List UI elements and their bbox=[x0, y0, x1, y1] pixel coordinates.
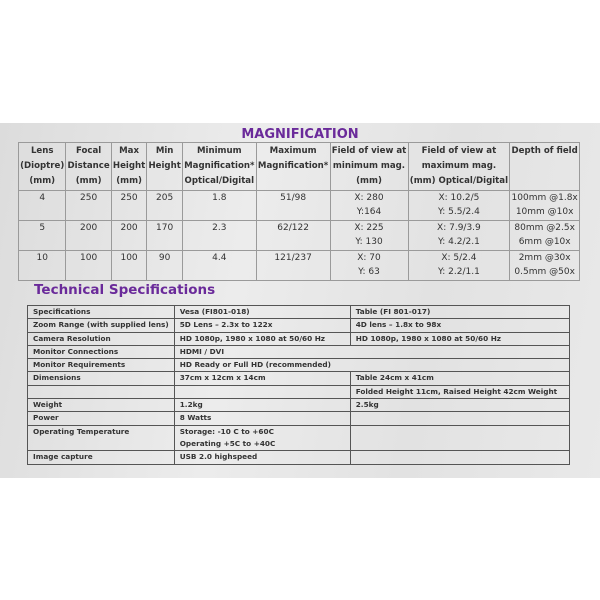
cell-line: 2mm @30x bbox=[518, 253, 571, 263]
cell-line: 10mm @10x bbox=[515, 206, 574, 217]
spec-cell bbox=[28, 438, 175, 451]
cell-line: X: 5/2.4 bbox=[441, 253, 477, 263]
table-cell: 170 bbox=[147, 221, 183, 251]
cell-line: 100mm @1.8x bbox=[511, 193, 578, 203]
spec-cell: HD 1080p, 1980 x 1080 at 50/60 Hz bbox=[350, 332, 569, 345]
table-cell: 100 bbox=[111, 251, 147, 281]
spec-row bbox=[28, 425, 570, 438]
cell-line: Y:164 bbox=[356, 206, 382, 217]
table-row bbox=[19, 221, 580, 251]
tech-specs-title: Technical Specifications bbox=[34, 282, 216, 298]
table-cell: 205 bbox=[147, 191, 183, 221]
header-line: Lens bbox=[30, 146, 54, 156]
spec-cell: USB 2.0 highspeed bbox=[174, 451, 350, 464]
table-cell: 10 bbox=[19, 251, 66, 281]
spec-cell: Zoom Range (with supplied lens) bbox=[28, 319, 175, 332]
spec-cell: Image capture bbox=[28, 451, 175, 464]
header-line: maximum mag. bbox=[421, 161, 497, 171]
spec-cell: HD Ready or Full HD (recommended) bbox=[174, 359, 350, 372]
magnification-title: MAGNIFICATION bbox=[241, 127, 359, 142]
spec-row bbox=[28, 438, 570, 451]
table-cell: 51/98 bbox=[256, 191, 330, 221]
column-header bbox=[408, 143, 510, 191]
column-header bbox=[510, 143, 580, 191]
table-cell: 90 bbox=[147, 251, 183, 281]
spec-cell: Storage: -10 C to +60C bbox=[174, 425, 350, 438]
spec-cell: HDMI / DVI bbox=[174, 345, 350, 358]
cell-line: Y: 130 bbox=[355, 236, 383, 247]
spec-cell: Dimensions bbox=[28, 372, 175, 385]
spec-cell: Monitor Connections bbox=[28, 345, 175, 358]
spec-row bbox=[28, 319, 570, 332]
table-cell bbox=[510, 251, 580, 281]
table-cell: 5 bbox=[19, 221, 66, 251]
spec-cell bbox=[350, 412, 569, 425]
spec-cell: 8 Watts bbox=[174, 412, 350, 425]
column-header bbox=[182, 143, 256, 191]
cell-line: X: 7.9/3.9 bbox=[437, 223, 481, 233]
table-cell bbox=[408, 221, 510, 251]
header-line: (mm) bbox=[116, 176, 142, 186]
spec-row bbox=[28, 306, 570, 319]
spec-row bbox=[28, 359, 570, 372]
cell-line: X: 10.2/5 bbox=[438, 193, 480, 203]
spec-row bbox=[28, 345, 570, 358]
column-header bbox=[111, 143, 147, 191]
table-row bbox=[19, 191, 580, 221]
table-cell bbox=[510, 191, 580, 221]
header-line: Focal bbox=[75, 146, 102, 156]
header-line: Max bbox=[119, 146, 140, 156]
header-line: (mm) bbox=[356, 176, 382, 186]
header-line: (Dioptre) bbox=[20, 161, 65, 171]
column-header bbox=[256, 143, 330, 191]
spec-cell bbox=[174, 385, 350, 398]
table-cell: 200 bbox=[111, 221, 147, 251]
header-line: (mm) bbox=[75, 176, 102, 186]
spec-cell: 5D Lens – 2.3x to 122x bbox=[174, 319, 350, 332]
spec-cell bbox=[350, 451, 569, 464]
cell-line: 0.5mm @50x bbox=[514, 266, 575, 277]
table-cell: 4.4 bbox=[182, 251, 256, 281]
table-cell bbox=[510, 221, 580, 251]
cell-line: Y: 5.5/2.4 bbox=[437, 206, 480, 217]
header-line: Distance bbox=[67, 161, 110, 171]
header-line: Minimum bbox=[197, 146, 242, 156]
table-cell: 250 bbox=[66, 191, 111, 221]
cell-line: X: 70 bbox=[357, 253, 381, 263]
header-line: (mm) bbox=[29, 176, 56, 186]
header-line: Height bbox=[148, 161, 181, 171]
table-cell: 200 bbox=[66, 221, 111, 251]
cell-line: Y: 4.2/2.1 bbox=[437, 236, 480, 247]
spec-cell: Operating +5C to +40C bbox=[174, 438, 350, 451]
table-cell bbox=[330, 251, 408, 281]
cell-line: Y: 2.2/1.1 bbox=[437, 266, 480, 277]
header-line: (mm) Optical/Digital bbox=[409, 176, 509, 186]
magnification-table bbox=[18, 142, 580, 281]
cell-line: X: 225 bbox=[354, 223, 384, 233]
spec-cell bbox=[350, 425, 569, 438]
header-line: Min bbox=[155, 146, 174, 156]
table-cell bbox=[408, 191, 510, 221]
spec-cell: 1.2kg bbox=[174, 399, 350, 412]
column-header bbox=[66, 143, 111, 191]
column-header bbox=[330, 143, 408, 191]
spec-cell bbox=[350, 359, 569, 372]
header-line: Field of view at bbox=[331, 146, 407, 156]
cell-line: 6mm @10x bbox=[518, 236, 571, 247]
table-cell: 250 bbox=[111, 191, 147, 221]
header-line: Optical/Digital bbox=[184, 176, 255, 186]
spec-cell: Table 24cm x 41cm bbox=[350, 372, 569, 385]
table-cell: 2.3 bbox=[182, 221, 256, 251]
spec-cell: Table (FI 801-017) bbox=[350, 306, 569, 319]
header-line: Magnification* bbox=[184, 161, 255, 171]
cell-line: Y: 63 bbox=[358, 266, 380, 277]
spec-row bbox=[28, 412, 570, 425]
spec-cell: Monitor Requirements bbox=[28, 359, 175, 372]
table-cell: 1.8 bbox=[182, 191, 256, 221]
header-line: Field of view at bbox=[421, 146, 497, 156]
table-cell: 4 bbox=[19, 191, 66, 221]
header-line: Magnification* bbox=[257, 161, 329, 171]
table-row bbox=[19, 251, 580, 281]
spec-cell: Power bbox=[28, 412, 175, 425]
spec-cell bbox=[350, 438, 569, 451]
cell-line: 80mm @2.5x bbox=[514, 223, 575, 233]
spec-cell: Weight bbox=[28, 399, 175, 412]
spec-cell: Operating Temperature bbox=[28, 425, 175, 438]
spec-row bbox=[28, 332, 570, 345]
header-line: minimum mag. bbox=[332, 161, 406, 171]
spec-cell bbox=[350, 345, 569, 358]
spec-cell: 2.5kg bbox=[350, 399, 569, 412]
table-cell bbox=[330, 191, 408, 221]
table-cell: 121/237 bbox=[256, 251, 330, 281]
tech-specs-table bbox=[27, 305, 570, 465]
table-cell: 62/122 bbox=[256, 221, 330, 251]
header-line: Depth of field bbox=[511, 146, 578, 156]
column-header bbox=[147, 143, 183, 191]
table-cell bbox=[408, 251, 510, 281]
column-header bbox=[19, 143, 66, 191]
spec-row bbox=[28, 399, 570, 412]
spec-cell: HD 1080p, 1980 x 1080 at 50/60 Hz bbox=[174, 332, 350, 345]
table-cell bbox=[330, 221, 408, 251]
table-cell: 100 bbox=[66, 251, 111, 281]
spec-cell bbox=[28, 385, 175, 398]
spec-row bbox=[28, 372, 570, 385]
spec-cell: Vesa (FI801-018) bbox=[174, 306, 350, 319]
spec-cell: Folded Height 11cm, Raised Height 42cm Weight bbox=[350, 385, 569, 398]
spec-cell: 37cm x 12cm x 14cm bbox=[174, 372, 350, 385]
header-line: Maximum bbox=[269, 146, 317, 156]
spec-cell: 4D lens – 1.8x to 98x bbox=[350, 319, 569, 332]
spec-cell: Camera Resolution bbox=[28, 332, 175, 345]
spec-row bbox=[28, 385, 570, 398]
spec-row bbox=[28, 451, 570, 464]
header-line: Height bbox=[112, 161, 146, 171]
spec-cell: Specifications bbox=[28, 306, 175, 319]
cell-line: X: 280 bbox=[354, 193, 384, 203]
